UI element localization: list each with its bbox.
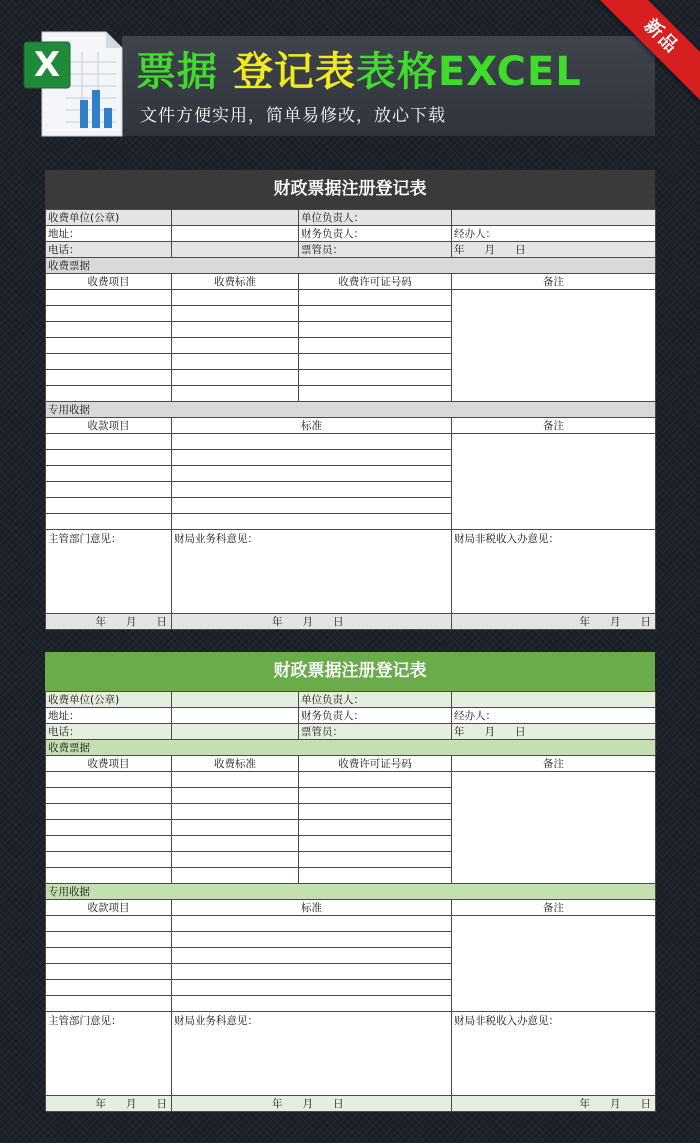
date-nontax: 年 月 日 xyxy=(452,1096,656,1112)
receipt-header-row xyxy=(46,900,656,916)
opinion-nontax[interactable]: 财局非税收入办意见： xyxy=(452,1012,656,1096)
col-fee-item: 收费项目 xyxy=(46,756,172,772)
label-unit-head: 单位负责人： xyxy=(299,692,452,708)
form-title: 财政票据注册登记表 xyxy=(45,652,655,691)
col-standard: 标准 xyxy=(172,418,452,434)
table-row xyxy=(46,290,656,306)
col-fee-standard: 收费标准 xyxy=(172,274,299,290)
value-unit-head[interactable] xyxy=(452,210,656,226)
value-unit-head[interactable] xyxy=(452,692,656,708)
note-cell[interactable] xyxy=(452,772,656,884)
col-fee-standard: 收费标准 xyxy=(172,756,299,772)
section-special-receipt-label: 专用收据 xyxy=(46,884,656,900)
banner-title-part3: 表格EXCEL xyxy=(355,49,582,95)
ribbon-label: 新品 xyxy=(596,0,700,102)
date-cell: 年 月 日 xyxy=(452,724,656,740)
label-unit-head: 单位负责人： xyxy=(299,210,452,226)
section-special-receipt xyxy=(46,402,656,418)
label-phone: 电话： xyxy=(46,724,172,740)
value-fee-unit[interactable] xyxy=(172,210,299,226)
value-phone[interactable] xyxy=(172,242,299,258)
opinion-dept[interactable]: 主管部门意见： xyxy=(46,530,172,614)
form-title: 财政票据注册登记表 xyxy=(45,170,655,209)
opinion-date-row xyxy=(46,614,656,630)
col-license-no: 收费许可证号码 xyxy=(299,274,452,290)
label-ticket-admin: 票管员： xyxy=(299,724,452,740)
value-phone[interactable] xyxy=(172,724,299,740)
section-special-receipt xyxy=(46,884,656,900)
col-note: 备注 xyxy=(452,900,656,916)
section-fee-ticket xyxy=(46,740,656,756)
label-address: 地址： xyxy=(46,226,172,242)
excel-file-icon xyxy=(22,28,124,138)
row-address xyxy=(46,226,656,242)
date-dept: 年 月 日 xyxy=(46,1096,172,1112)
label-handler: 经办人： xyxy=(452,226,656,242)
label-fee-unit: 收费单位(公章) xyxy=(46,210,172,226)
opinion-finance[interactable]: 财局业务科意见： xyxy=(172,1012,452,1096)
note-cell[interactable] xyxy=(452,916,656,1012)
table-row xyxy=(46,772,656,788)
opinion-finance[interactable]: 财局业务科意见： xyxy=(172,530,452,614)
receipt-header-row xyxy=(46,418,656,434)
col-note: 备注 xyxy=(452,418,656,434)
banner-title-part1: 票据 xyxy=(136,49,218,95)
opinion-row xyxy=(46,530,656,614)
opinion-row xyxy=(46,1012,656,1096)
row-address xyxy=(46,708,656,724)
row-phone xyxy=(46,724,656,740)
date-dept: 年 月 日 xyxy=(46,614,172,630)
table-row xyxy=(46,916,656,932)
label-finance-head: 财务负责人： xyxy=(299,226,452,242)
fee-ticket-header-row xyxy=(46,274,656,290)
label-handler: 经办人： xyxy=(452,708,656,724)
row-fee-unit xyxy=(46,210,656,226)
col-payment-item: 收款项目 xyxy=(46,900,172,916)
table-row xyxy=(46,434,656,450)
note-cell[interactable] xyxy=(452,290,656,402)
value-address[interactable] xyxy=(172,708,299,724)
new-product-ribbon xyxy=(590,0,700,110)
opinion-dept[interactable]: 主管部门意见： xyxy=(46,1012,172,1096)
label-phone: 电话： xyxy=(46,242,172,258)
banner-title xyxy=(136,44,582,100)
date-cell: 年 月 日 xyxy=(452,242,656,258)
date-nontax: 年 月 日 xyxy=(452,614,656,630)
fee-ticket-header-row xyxy=(46,756,656,772)
section-fee-ticket xyxy=(46,258,656,274)
form-table xyxy=(45,209,656,630)
label-address: 地址： xyxy=(46,708,172,724)
section-special-receipt-label: 专用收据 xyxy=(46,402,656,418)
date-finance: 年 月 日 xyxy=(172,1096,452,1112)
opinion-date-row xyxy=(46,1096,656,1112)
value-fee-unit[interactable] xyxy=(172,692,299,708)
col-standard: 标准 xyxy=(172,900,452,916)
label-fee-unit: 收费单位(公章) xyxy=(46,692,172,708)
opinion-nontax[interactable]: 财局非税收入办意见： xyxy=(452,530,656,614)
note-cell[interactable] xyxy=(452,434,656,530)
value-address[interactable] xyxy=(172,226,299,242)
registration-form-green xyxy=(45,652,655,1112)
col-note: 备注 xyxy=(452,274,656,290)
col-license-no: 收费许可证号码 xyxy=(299,756,452,772)
banner-title-part2: 登记表 xyxy=(232,49,356,95)
row-phone xyxy=(46,242,656,258)
registration-form-dark xyxy=(45,170,655,630)
form-table xyxy=(45,691,656,1112)
date-finance: 年 月 日 xyxy=(172,614,452,630)
label-ticket-admin: 票管员： xyxy=(299,242,452,258)
row-fee-unit xyxy=(46,692,656,708)
col-fee-item: 收费项目 xyxy=(46,274,172,290)
section-fee-ticket-label: 收费票据 xyxy=(46,258,656,274)
banner-subtitle: 文件方便实用，简单易修改，放心下载 xyxy=(140,106,446,126)
label-finance-head: 财务负责人： xyxy=(299,708,452,724)
svg-text:X: X xyxy=(33,45,61,85)
col-payment-item: 收款项目 xyxy=(46,418,172,434)
col-note: 备注 xyxy=(452,756,656,772)
section-fee-ticket-label: 收费票据 xyxy=(46,740,656,756)
